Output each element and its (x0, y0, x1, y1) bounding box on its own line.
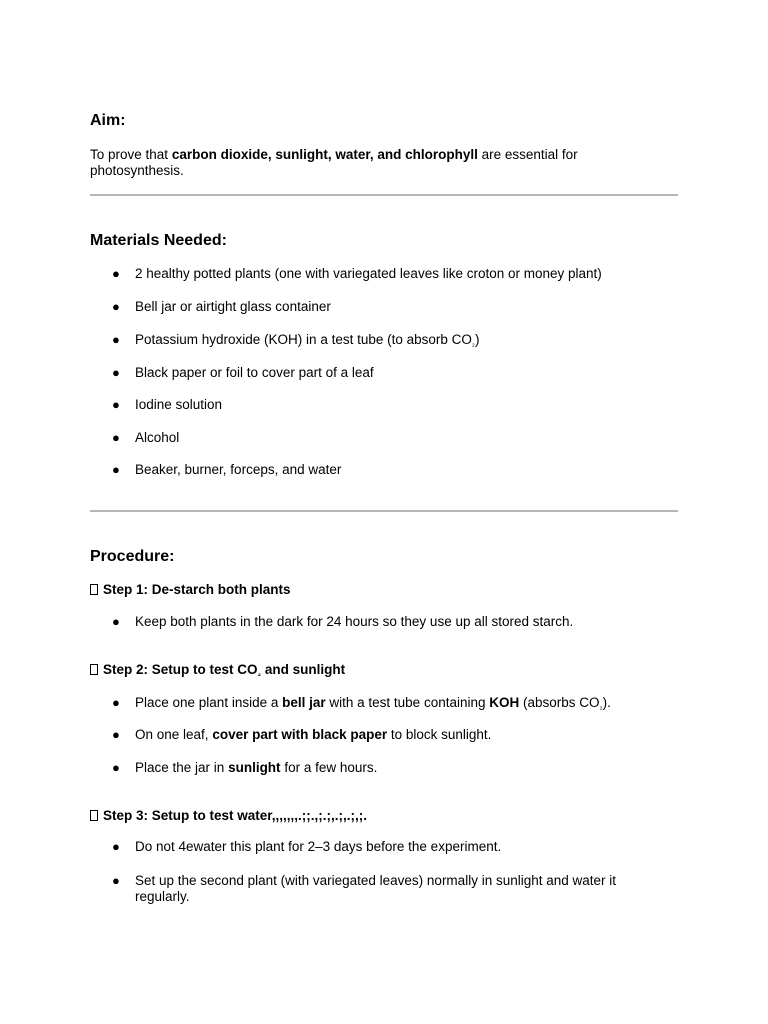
checkbox-icon (90, 584, 98, 595)
bullet-icon: ● (112, 727, 120, 742)
bullet-icon: ● (112, 266, 120, 281)
bullet-icon: ● (112, 873, 120, 888)
bullet-icon: ● (112, 614, 120, 629)
divider (90, 510, 678, 512)
step-1-title: Step 1: De-starch both plants (90, 582, 291, 598)
step-2-title: Step 2: Setup to test $CO_{_2}$ and sunlight (90, 662, 345, 682)
bullet-icon: ● (112, 760, 120, 775)
checkbox-icon (90, 664, 98, 675)
bullet-icon: ● (112, 695, 120, 710)
step-3-title: Step 3: Setup to test water,,,,,,,.;;.,;.;,.;,.;,;. (90, 808, 367, 824)
bullet-icon: ● (112, 397, 120, 412)
materials-heading: Materials Needed: (90, 232, 227, 249)
bullet-icon: ● (112, 332, 120, 347)
bullet-icon: ● (112, 839, 120, 854)
procedure-heading: Procedure: (90, 548, 175, 565)
aim-text: To prove that carbon dioxide, sunlight, water, and chlorophyll are essential for photosynthesis. (90, 147, 578, 178)
divider (90, 194, 678, 196)
aim-heading: Aim: (90, 112, 126, 129)
bullet-icon: ● (112, 299, 120, 314)
bullet-icon: ● (112, 430, 120, 445)
bullet-icon: ● (112, 365, 120, 380)
checkbox-icon (90, 810, 98, 821)
bullet-icon: ● (112, 462, 120, 477)
